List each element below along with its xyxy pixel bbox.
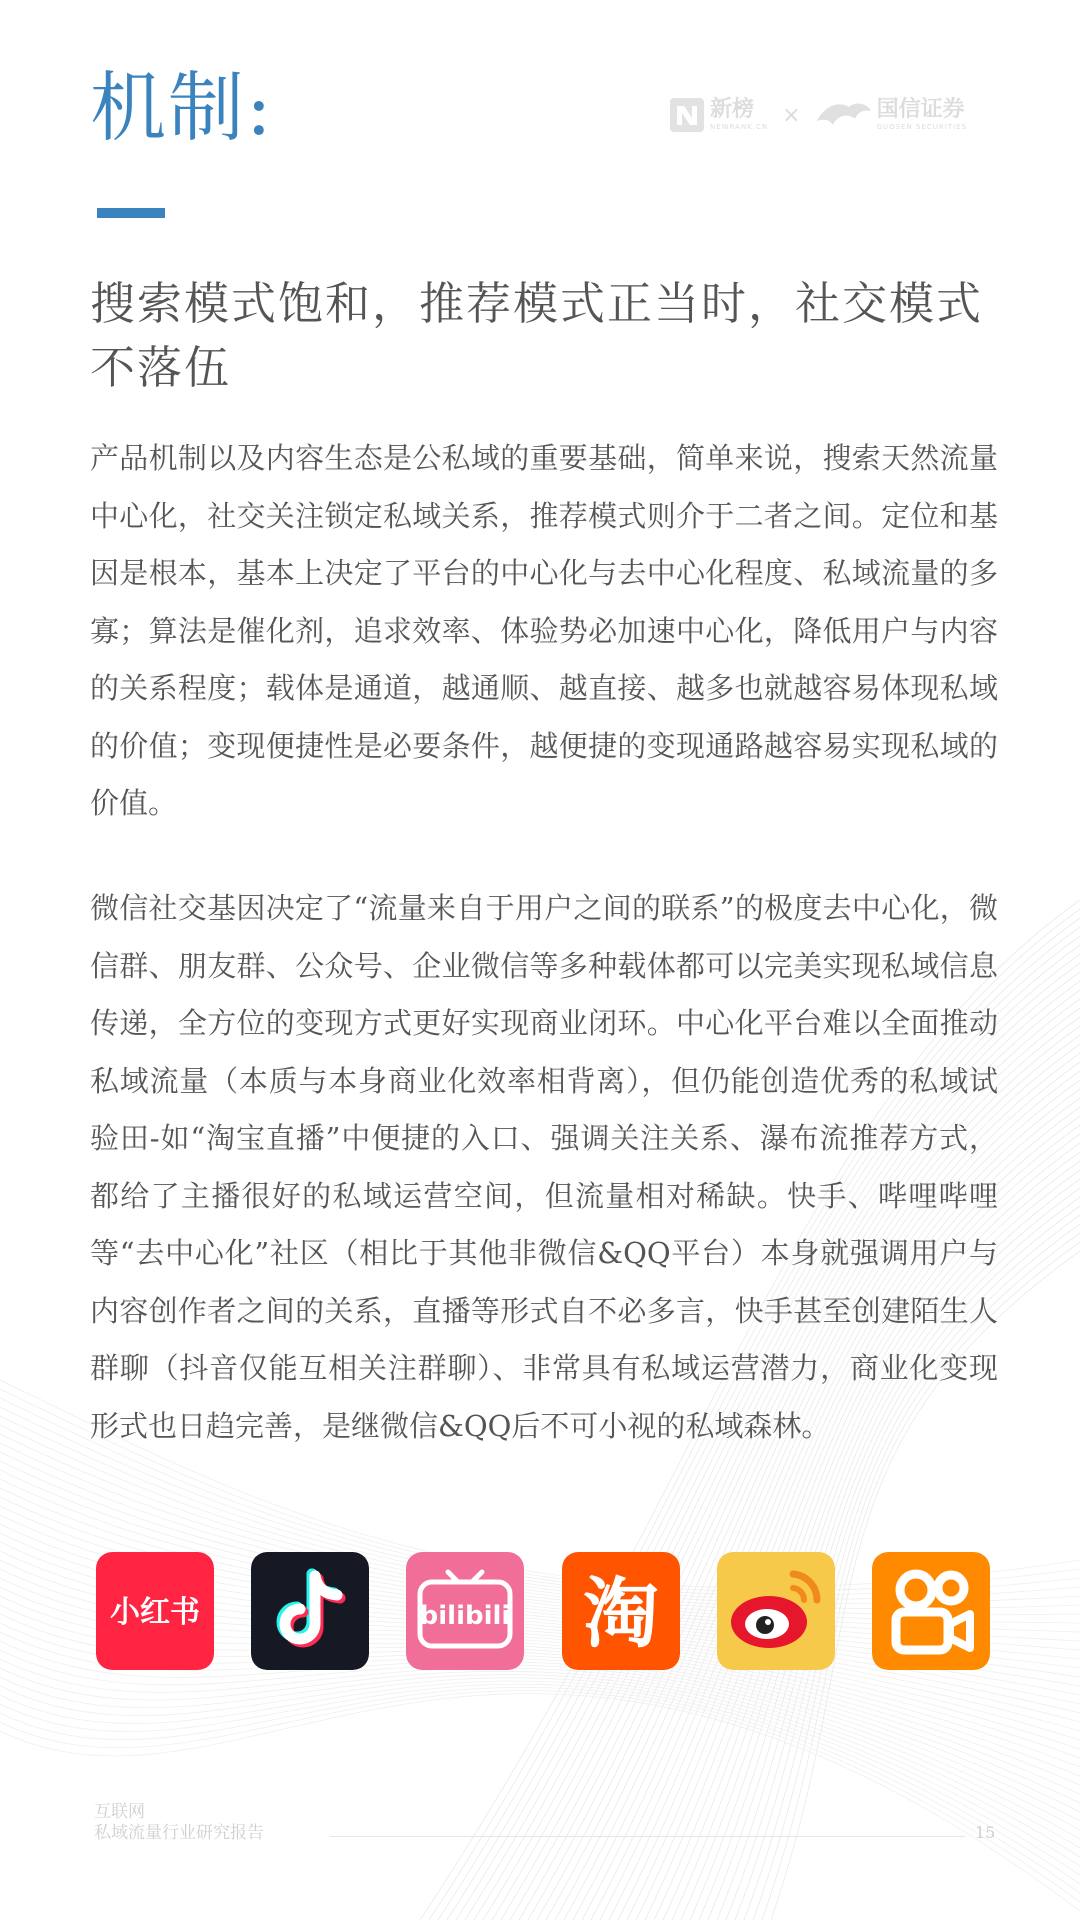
xiaohongshu-label: 小红书: [110, 1595, 200, 1630]
newrank-logo-icon: [670, 98, 704, 132]
logo-separator: ×: [782, 102, 801, 128]
page-number: 15: [975, 1823, 996, 1842]
page-title: 机制:: [90, 63, 274, 152]
footer-report-title: 私域流量行业研究报告: [94, 1823, 264, 1843]
weibo-icon: [717, 1552, 835, 1670]
platform-icons-row: [96, 1552, 988, 1670]
xiaohongshu-icon: [96, 1552, 214, 1670]
guosen-logo-icon: [815, 97, 873, 133]
title-accent-bar: [97, 208, 165, 218]
guosen-logo: [815, 97, 967, 133]
body-paragraph-2: 微信社交基因决定了“流量来自于用户之间的联系”的极度去中心化，微信群、朋友群、公众号、企业微信等多种载体都可以完美实现私域信息传递，全方位的变现方式更好实现商业闭环。中心化平台难以全面推动私域流量（本质与本身商业化效率相背离），但仍能创造优秀的私域试验田-如“淘宝直播”中便捷的入口、强调关注关系、瀑布流推荐方式，都给了主播很好的私域运营空间，但流量相对稀缺。快手、哔哩哔哩等“去中心化”社区（相比于其他非微信&QQ平台）本身就强调用户与内容创作者之间的关系，直播等形式自不必多言，快手甚至创建陌生人群聊（抖音仅能互相关注群聊）、非常具有私域运营潜力，商业化变现形式也日趋完善，是继微信&QQ后不可小视的私域森林。: [90, 891, 998, 1443]
newrank-logo-name: 新榜: [710, 97, 755, 122]
guosen-logo-name: 国信证券: [876, 97, 965, 122]
kuaishou-icon: [872, 1552, 990, 1670]
section-subtitle: 搜索模式饱和，推荐模式正当时，社交模式不落伍: [90, 277, 984, 394]
footer-category: 互联网: [94, 1802, 145, 1822]
taobao-icon: [562, 1552, 680, 1670]
footer-divider: [330, 1836, 965, 1837]
newrank-logo: [670, 98, 768, 132]
guosen-logo-sub: GUOSEN SECURITIES: [876, 123, 967, 131]
newrank-logo-sub: NEWRANK.CN: [710, 123, 769, 131]
taobao-label: 淘: [583, 1569, 659, 1658]
body-paragraph-1: 产品机制以及内容生态是公私域的重要基础，简单来说，搜索天然流量中心化，社交关注锁定私域关系，推荐模式则介于二者之间。定位和基因是根本，基本上决定了平台的中心化与去中心化程度、私域流量的多寡；算法是催化剂，追求效率、体验势必加速中心化，降低用户与内容的关系程度；载体是通道，越通顺、越直接、越多也就越容易体现私域的价值；变现便捷性是必要条件，越便捷的变现通路越容易实现私域的价值。: [90, 441, 998, 820]
partner-logos: [670, 92, 975, 138]
douyin-icon: [251, 1552, 369, 1670]
bilibili-label: bilibili: [419, 1601, 511, 1631]
bilibili-icon: [406, 1552, 524, 1670]
